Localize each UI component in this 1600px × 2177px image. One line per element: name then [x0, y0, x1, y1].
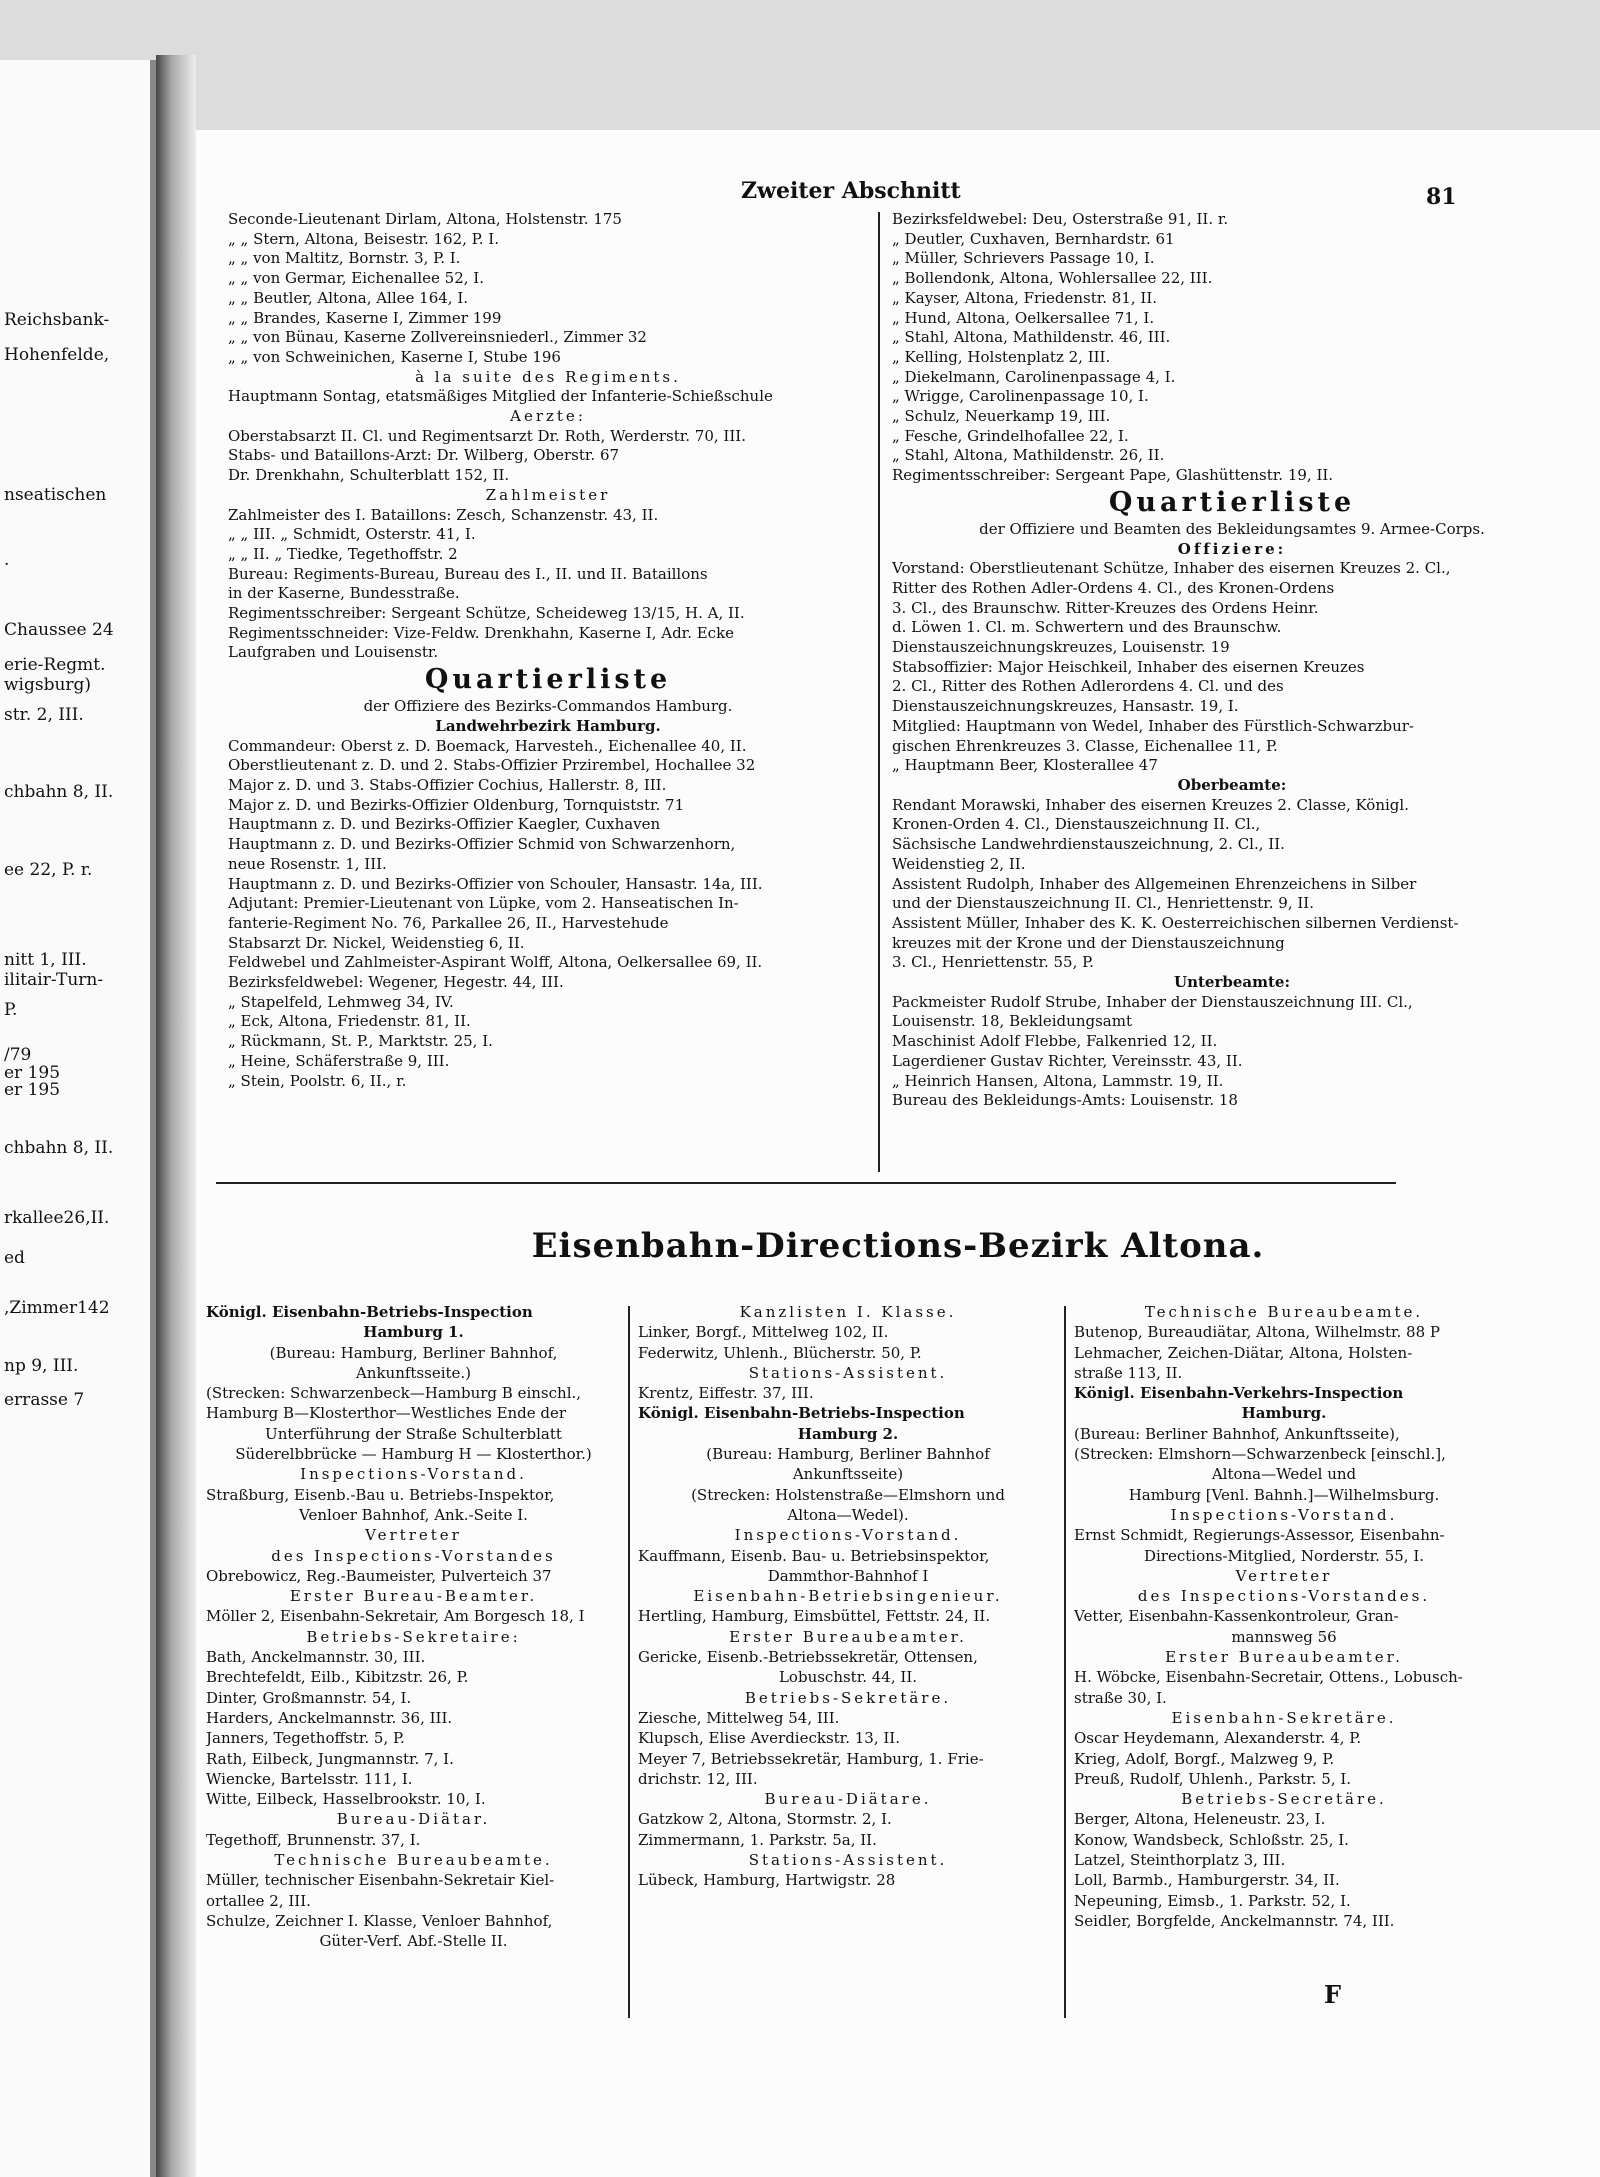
right-column-line: Dienstauszeichnungskreuzes, Hansastr. 19, I.	[892, 697, 1239, 716]
col-c-line: straße 113, II.	[1074, 1363, 1183, 1382]
col-a-line: Straßburg, Eisenb.-Bau u. Betriebs-Inspektor,	[206, 1485, 555, 1504]
left-column-line: Landwehrbezirk Hamburg.	[435, 716, 661, 735]
col-c-line: Berger, Altona, Heleneustr. 23, I.	[1074, 1810, 1326, 1829]
col-b-line: Stations-Assistent.	[748, 1851, 948, 1870]
right-column-line: Bureau des Bekleidungs-Amts: Louisenstr. 18	[892, 1091, 1238, 1110]
right-column-line: Packmeister Rudolf Strube, Inhaber der Dienstauszeichnung III. Cl.,	[892, 992, 1413, 1011]
col-b-line: Lobuschstr. 44, II.	[778, 1668, 918, 1687]
col-a-line: Güter-Verf. Abf.-Stelle II.	[319, 1932, 508, 1951]
col-c-line: Technische Bureaubeamte.	[1144, 1303, 1424, 1321]
right-column-line: Quartierliste	[1108, 486, 1356, 518]
right-column-line: Assistent Rudolph, Inhaber des Allgemeinen Ehrenzeichens in Silber	[892, 874, 1417, 893]
col-c-line: Konow, Wandsbeck, Schloßstr. 25, I.	[1074, 1830, 1349, 1849]
prev-page-fragment: .	[4, 550, 10, 570]
left-column-line: Adjutant: Premier-Lieutenant von Lüpke, vom 2. Hanseatischen In-	[228, 894, 739, 913]
col-a-line: Hamburg 1.	[363, 1323, 464, 1342]
section-rule	[216, 1182, 1396, 1184]
column-divider-b	[1064, 1306, 1066, 2018]
col-a-line: Venloer Bahnhof, Ank.-Seite I.	[299, 1505, 528, 1524]
col-a-line: Müller, technischer Eisenbahn-Sekretair Kiel-	[206, 1871, 555, 1890]
col-c-line: Inspections-Vorstand.	[1170, 1505, 1398, 1524]
left-column-line: „ „ Stern, Altona, Beisestr. 162, P. I.	[228, 229, 499, 248]
col-a-line: Rath, Eilbeck, Jungmannstr. 7, I.	[206, 1749, 454, 1768]
prev-page-fragment: errasse 7	[4, 1390, 85, 1410]
col-b-line: Altona—Wedel).	[787, 1505, 909, 1524]
col-c-line: Latzel, Steinthorplatz 3, III.	[1074, 1851, 1286, 1870]
col-c-line: Seidler, Borgfelde, Anckelmannstr. 74, III.	[1074, 1911, 1395, 1930]
col-a-line: Obrebowicz, Reg.-Baumeister, Pulverteich 37	[206, 1566, 552, 1585]
col-b-line: Kanzlisten I. Klasse.	[739, 1303, 957, 1321]
right-column-line: Oberbeamte:	[1177, 775, 1287, 794]
col-c-line: Oscar Heydemann, Alexanderstr. 4, P.	[1074, 1729, 1362, 1748]
col-a-line: Harders, Anckelmannstr. 36, III.	[206, 1708, 453, 1727]
right-column-line: „ Müller, Schrievers Passage 10, I.	[892, 249, 1155, 268]
left-column-line: Seconde-Lieutenant Dirlam, Altona, Holstenstr. 175	[228, 210, 622, 228]
right-column-line: Assistent Müller, Inhaber des K. K. Oesterreichischen silbernen Verdienst-	[892, 913, 1459, 932]
col-c-line: (Bureau: Berliner Bahnhof, Ankunftsseite),	[1074, 1424, 1400, 1443]
prev-page-fragment: Reichsbank-	[4, 310, 110, 330]
right-column-line: Ritter des Rothen Adler-Ordens 4. Cl., des Kronen-Ordens	[892, 578, 1335, 597]
col-c-line: Ernst Schmidt, Regierungs-Assessor, Eisenbahn-	[1074, 1526, 1445, 1545]
col-c-line: Vetter, Eisenbahn-Kassenkontroleur, Gran-	[1074, 1607, 1399, 1626]
right-column-line: „ Bollendonk, Altona, Wohlersallee 22, III.	[892, 269, 1213, 288]
col-b-line: Inspections-Vorstand.	[734, 1526, 962, 1545]
col-c-line: Preuß, Rudolf, Uhlenh., Parkstr. 5, I.	[1074, 1769, 1352, 1788]
left-column-line: Hauptmann z. D. und Bezirks-Offizier von Schouler, Hansastr. 14a, III.	[228, 874, 763, 893]
section-title: Zweiter Abschnitt	[741, 178, 961, 204]
right-column-line: „ Diekelmann, Carolinenpassage 4, I.	[892, 367, 1176, 386]
col-a-line: (Bureau: Hamburg, Berliner Bahnhof,	[269, 1343, 558, 1362]
left-column-line: „ Heine, Schäferstraße 9, III.	[228, 1051, 450, 1070]
col-a-line: Wiencke, Bartelsstr. 111, I.	[206, 1769, 413, 1788]
signature-mark: F	[1324, 1980, 1342, 2009]
prev-page-fragment: ilitair-Turn-	[4, 970, 104, 990]
left-column-line: in der Kaserne, Bundesstraße.	[228, 584, 460, 603]
left-column-line: Regimentsschreiber: Sergeant Schütze, Scheideweg 13/15, H. A, II.	[228, 604, 745, 623]
right-column-line: und der Dienstauszeichnung II. Cl., Henriettenstr. 9, II.	[892, 894, 1314, 913]
right-column-line: Dienstauszeichnungskreuzes, Louisenstr. 19	[892, 638, 1230, 657]
left-column-line: Feldwebel und Zahlmeister-Aspirant Wolff, Altona, Oelkersallee 69, II.	[228, 953, 763, 972]
column-divider-a	[628, 1306, 630, 2018]
page-number: 81	[1426, 184, 1457, 210]
left-column-line: „ Stapelfeld, Lehmweg 34, IV.	[228, 992, 454, 1011]
prev-page-fragment: np 9, III.	[4, 1356, 79, 1376]
left-column-line: Stabsarzt Dr. Nickel, Weidenstieg 6, II.	[228, 933, 525, 952]
col-a-line: Ankunftsseite.)	[355, 1363, 472, 1382]
col-b-line: Ziesche, Mittelweg 54, III.	[638, 1708, 840, 1727]
left-column-line: Stabs- und Bataillons-Arzt: Dr. Wilberg, Oberstr. 67	[228, 446, 620, 465]
previous-page-edge	[0, 60, 156, 2177]
col-c-line: Betriebs-Secretäre.	[1181, 1790, 1387, 1809]
prev-page-fragment: ee 22, P. r.	[4, 860, 93, 880]
right-column-line: Rendant Morawski, Inhaber des eisernen Kreuzes 2. Classe, Königl.	[892, 795, 1409, 814]
prev-page-fragment: ,Zimmer142	[4, 1298, 110, 1318]
right-column-line: der Offiziere und Beamten des Bekleidungsamtes 9. Armee-Corps.	[979, 519, 1485, 538]
col-b-line: (Strecken: Holstenstraße—Elmshorn und	[691, 1485, 1005, 1504]
left-column-line: „ Stein, Poolstr. 6, II., r.	[228, 1071, 407, 1090]
col-b-line: drichstr. 12, III.	[638, 1769, 758, 1788]
col-a-line: ortallee 2, III.	[206, 1891, 311, 1910]
right-column-line: „ Schulz, Neuerkamp 19, III.	[892, 407, 1111, 426]
prev-page-fragment: erie-Regmt.	[4, 655, 106, 675]
column-c	[1074, 1302, 1494, 1931]
right-column-line: Unterbeamte:	[1174, 973, 1290, 992]
prev-page-fragment: nitt 1, III.	[4, 950, 87, 970]
col-a-line: Bureau-Diätar.	[336, 1810, 491, 1829]
prev-page-fragment: Hohenfelde,	[4, 345, 110, 365]
left-column-line: Oberstabsarzt II. Cl. und Regimentsarzt Dr. Roth, Werderstr. 70, III.	[228, 426, 746, 445]
col-b-line: Betriebs-Sekretäre.	[744, 1688, 952, 1707]
left-column-line: „ „ Beutler, Altona, Allee 164, I.	[228, 288, 469, 307]
left-column-line: „ „ von Schweinichen, Kaserne I, Stube 196	[228, 347, 561, 366]
col-c-line: Hamburg [Venl. Bahnh.]—Wilhelmsburg.	[1128, 1485, 1440, 1504]
col-c-line: Loll, Barmb., Hamburgerstr. 34, II.	[1074, 1871, 1340, 1890]
right-column-line: Louisenstr. 18, Bekleidungsamt	[892, 1012, 1132, 1031]
prev-page-fragment: chbahn 8, II.	[4, 1138, 114, 1158]
left-column-line: Hauptmann z. D. und Bezirks-Offizier Schmid von Schwarzenhorn,	[228, 835, 736, 854]
right-column-line: Vorstand: Oberstlieutenant Schütze, Inhaber des eisernen Kreuzes 2. Cl.,	[892, 559, 1451, 578]
col-a-line: Inspections-Vorstand.	[300, 1465, 527, 1484]
prev-page-fragment: rkallee26,II.	[4, 1208, 110, 1228]
col-c-line: straße 30, I.	[1074, 1688, 1167, 1707]
right-column-line: „ Stahl, Altona, Mathildenstr. 26, II.	[892, 446, 1165, 465]
right-column-line: Sächsische Landwehrdienstauszeichnung, 2. Cl., II.	[892, 835, 1285, 854]
left-column-line: „ „ von Maltitz, Bornstr. 3, P. I.	[228, 249, 461, 268]
col-c-line: Hamburg.	[1241, 1404, 1327, 1423]
col-a-line: des Inspections-Vorstandes	[271, 1546, 556, 1565]
right-column-line: „ Stahl, Altona, Mathildenstr. 46, III.	[892, 328, 1171, 347]
left-column-line: Bureau: Regiments-Bureau, Bureau des I., II. und II. Bataillons	[228, 564, 708, 583]
right-column-line: 3. Cl., des Braunschw. Ritter-Kreuzes des Ordens Heinr.	[892, 598, 1319, 617]
col-c-line: Eisenbahn-Sekretäre.	[1171, 1708, 1397, 1727]
col-a-line: Möller 2, Eisenbahn-Sekretair, Am Borgesch 18, I	[206, 1607, 585, 1626]
running-header	[196, 178, 1600, 208]
left-column-line: Bezirksfeldwebel: Wegener, Hegestr. 44, III.	[228, 973, 564, 992]
left-column-line: Hauptmann z. D. und Bezirks-Offizier Kaegler, Cuxhaven	[228, 815, 661, 834]
col-c-line: des Inspections-Vorstandes.	[1137, 1587, 1431, 1606]
right-column-line: „ Heinrich Hansen, Altona, Lammstr. 19, II.	[892, 1071, 1224, 1090]
col-a-line: Königl. Eisenbahn-Betriebs-Inspection	[206, 1303, 533, 1321]
col-c-line: Vertreter	[1235, 1566, 1333, 1585]
book-gutter	[156, 55, 196, 2177]
right-column-line: 3. Cl., Henriettenstr. 55, P.	[892, 953, 1094, 972]
left-column-line: Major z. D. und 3. Stabs-Offizier Cochius, Hallerstr. 8, III.	[228, 775, 667, 794]
left-column-line: Dr. Drenkhahn, Schulterblatt 152, II.	[228, 466, 510, 485]
col-b-line: Ankunftsseite)	[792, 1465, 904, 1484]
left-column-line: „ „ Brandes, Kaserne I, Zimmer 199	[228, 308, 502, 327]
prev-page-fragment: nseatischen	[4, 485, 107, 505]
col-c-line: Königl. Eisenbahn-Verkehrs-Inspection	[1074, 1384, 1404, 1403]
right-column-line: Maschinist Adolf Flebbe, Falkenried 12, II.	[892, 1032, 1218, 1051]
right-column-line: „ Kelling, Holstenplatz 2, III.	[892, 347, 1111, 366]
col-a-line: Dinter, Großmannstr. 54, I.	[206, 1688, 412, 1707]
col-b-line: Meyer 7, Betriebssekretär, Hamburg, 1. Frie-	[638, 1749, 984, 1768]
col-b-line: Eisenbahn-Betriebsingenieur.	[693, 1587, 1003, 1606]
right-column-line: d. Löwen 1. Cl. m. Schwertern und des Braunschw.	[892, 618, 1282, 637]
col-b-line: Bureau-Diätare.	[764, 1790, 932, 1809]
col-a-line: Betriebs-Sekretaire:	[306, 1627, 521, 1646]
prev-page-fragment: /79	[4, 1045, 32, 1065]
left-column-line: „ „ III. „ Schmidt, Osterstr. 41, I.	[228, 525, 476, 544]
col-a-line: Erster Bureau-Beamter.	[289, 1587, 538, 1606]
col-b-line: Stations-Assistent.	[748, 1363, 948, 1382]
left-column-line: „ „ von Germar, Eichenallee 52, I.	[228, 269, 484, 288]
col-b-line: Lübeck, Hamburg, Hartwigstr. 28	[638, 1871, 896, 1890]
left-column-line: Aerzte:	[510, 407, 586, 426]
col-a-line: Tegethoff, Brunnenstr. 37, I.	[206, 1830, 421, 1849]
prev-page-fragment: wigsburg)	[4, 675, 92, 695]
left-column-line: fanterie-Regiment No. 76, Parkallee 26, II., Harvestehude	[228, 913, 669, 932]
col-a-line: Hamburg B—Klosterthor—Westliches Ende der	[206, 1404, 567, 1423]
right-column-line: Lagerdiener Gustav Richter, Vereinsstr. 43, II.	[892, 1051, 1243, 1070]
col-b-line: Hamburg 2.	[797, 1424, 899, 1443]
col-a-line: Süderelbbrücke — Hamburg H — Klosterthor.)	[235, 1445, 592, 1464]
left-column-line: Zahlmeister des I. Bataillons: Zesch, Schanzenstr. 43, II.	[228, 505, 659, 524]
right-column-line: Stabsoffizier: Major Heischkeil, Inhaber des eisernen Kreuzes	[892, 657, 1365, 676]
left-column-line: der Offiziere des Bezirks-Commandos Hamburg.	[363, 697, 733, 716]
prev-page-fragment: er 195	[4, 1063, 61, 1083]
right-column-line: gischen Ehrenkreuzes 3. Classe, Eichenallee 11, P.	[892, 736, 1278, 755]
col-a-line: (Strecken: Schwarzenbeck—Hamburg B einschl.,	[206, 1384, 582, 1403]
left-column-line: Regimentsschneider: Vize-Feldw. Drenkhahn, Kaserne I, Adr. Ecke	[228, 623, 735, 642]
left-column-line: Quartierliste	[424, 664, 672, 696]
col-b-line: Klupsch, Elise Averdieckstr. 13, II.	[638, 1729, 900, 1748]
column-divider	[878, 212, 880, 1172]
left-column-line: „ „ II. „ Tiedke, Tegethoffstr. 2	[228, 544, 458, 563]
col-a-line: Janners, Tegethoffstr. 5, P.	[206, 1729, 405, 1748]
right-column-line: „ Deutler, Cuxhaven, Bernhardstr. 61	[892, 229, 1175, 248]
col-c-line: Nepeuning, Eimsb., 1. Parkstr. 52, I.	[1074, 1891, 1351, 1910]
col-b-line: Hertling, Hamburg, Eimsbüttel, Fettstr. 24, II.	[638, 1607, 991, 1626]
col-c-line: Krieg, Adolf, Borgf., Malzweg 9, P.	[1074, 1749, 1335, 1768]
prev-page-fragment: er 195	[4, 1080, 61, 1100]
col-a-line: Technische Bureaubeamte.	[274, 1851, 553, 1870]
right-column-line: 2. Cl., Ritter des Rothen Adlerordens 4. Cl. und des	[892, 677, 1284, 696]
col-c-line: (Strecken: Elmshorn—Schwarzenbeck [einschl.],	[1074, 1445, 1446, 1464]
left-column-line: „ Eck, Altona, Friedenstr. 81, II.	[228, 1012, 471, 1031]
prev-page-fragment: chbahn 8, II.	[4, 782, 114, 802]
col-b-line: Zimmermann, 1. Parkstr. 5a, II.	[638, 1830, 877, 1849]
right-column-line: „ Fesche, Grindelhofallee 22, I.	[892, 426, 1129, 445]
column-a	[206, 1302, 621, 1952]
left-column-line: neue Rosenstr. 1, III.	[228, 854, 387, 873]
right-column-line: kreuzes mit der Krone und der Dienstauszeichnung	[892, 933, 1285, 952]
left-column	[228, 210, 868, 1091]
prev-page-fragment: P.	[4, 1000, 18, 1020]
col-a-line: Schulze, Zeichner I. Klasse, Venloer Bahnhof,	[206, 1911, 553, 1930]
right-column-line: „ Kayser, Altona, Friedenstr. 81, II.	[892, 288, 1158, 307]
col-b-line: Gericke, Eisenb.-Betriebssekretär, Ottensen,	[638, 1648, 978, 1667]
col-c-line: Altona—Wedel und	[1211, 1465, 1357, 1484]
col-c-line: Directions-Mitglied, Norderstr. 55, I.	[1143, 1546, 1425, 1565]
col-a-line: Bath, Anckelmannstr. 30, III.	[206, 1648, 426, 1667]
left-column-line: Commandeur: Oberst z. D. Boemack, Harvesteh., Eichenallee 40, II.	[228, 736, 747, 755]
col-b-line: Kauffmann, Eisenb. Bau- u. Betriebsinspektor,	[638, 1546, 990, 1565]
left-column-line: „ „ von Bünau, Kaserne Zollvereinsniederl., Zimmer 32	[228, 328, 647, 347]
right-column	[892, 210, 1572, 1111]
col-c-line: Butenop, Bureaudiätar, Altona, Wilhelmstr. 88 P	[1074, 1323, 1440, 1342]
left-column-line: à la suite des Regiments.	[415, 367, 681, 386]
prev-page-fragment: str. 2, III.	[4, 705, 84, 725]
col-b-line: Krentz, Eiffestr. 37, III.	[638, 1384, 814, 1403]
left-column-line: Zahlmeister	[485, 485, 611, 504]
left-column-line: Hauptmann Sontag, etatsmäßiges Mitglied der Infanterie-Schießschule	[228, 387, 773, 406]
col-b-line: Gatzkow 2, Altona, Stormstr. 2, I.	[638, 1810, 892, 1829]
col-b-line: Königl. Eisenbahn-Betriebs-Inspection	[638, 1404, 965, 1423]
left-column-line: Major z. D. und Bezirks-Offizier Oldenburg, Tornquiststr. 71	[228, 795, 685, 814]
column-b	[638, 1302, 1058, 1891]
left-column-line: Laufgraben und Louisenstr.	[228, 643, 439, 662]
document-page	[196, 130, 1600, 2177]
right-column-line: Regimentsschreiber: Sergeant Pape, Glashüttenstr. 19, II.	[892, 466, 1334, 485]
right-column-line: „ Hund, Altona, Oelkersallee 71, I.	[892, 308, 1155, 327]
col-b-line: Linker, Borgf., Mittelweg 102, II.	[638, 1323, 889, 1342]
right-column-line: Bezirksfeldwebel: Deu, Osterstraße 91, II. r.	[892, 210, 1229, 228]
prev-page-fragment: ed	[4, 1248, 25, 1268]
col-b-line: Erster Bureaubeamter.	[729, 1627, 967, 1646]
right-column-line: „ Wrigge, Carolinenpassage 10, I.	[892, 387, 1149, 406]
right-column-line: Kronen-Orden 4. Cl., Dienstauszeichnung II. Cl.,	[892, 815, 1261, 834]
section-heading: Eisenbahn-Directions-Bezirk Altona.	[531, 1226, 1265, 1266]
col-a-line: Brechtefeldt, Eilb., Kibitzstr. 26, P.	[206, 1668, 469, 1687]
col-c-line: Erster Bureaubeamter.	[1165, 1648, 1403, 1667]
col-b-line: Dammthor-Bahnhof I	[767, 1566, 929, 1585]
right-column-line: Weidenstieg 2, II.	[892, 854, 1026, 873]
col-a-line: Witte, Eilbeck, Hasselbrookstr. 10, I.	[206, 1790, 486, 1809]
left-column-line: Oberstlieutenant z. D. und 2. Stabs-Offizier Przirembel, Hochallee 32	[228, 756, 756, 775]
col-b-line: (Bureau: Hamburg, Berliner Bahnhof	[706, 1445, 990, 1464]
col-c-line: Lehmacher, Zeichen-Diätar, Altona, Holsten-	[1074, 1343, 1413, 1362]
left-column-line: „ Rückmann, St. P., Marktstr. 25, I.	[228, 1032, 493, 1051]
right-column-line: Mitglied: Hauptmann von Wedel, Inhaber des Fürstlich-Schwarzbur-	[892, 716, 1415, 735]
col-c-line: mannsweg 56	[1231, 1627, 1337, 1646]
prev-page-fragment: Chaussee 24	[4, 620, 114, 640]
right-column-line: Offiziere:	[1177, 539, 1287, 558]
right-column-line: „ Hauptmann Beer, Klosterallee 47	[892, 756, 1158, 775]
col-a-line: Unterführung der Straße Schulterblatt	[265, 1424, 562, 1443]
col-b-line: Federwitz, Uhlenh., Blücherstr. 50, P.	[638, 1343, 922, 1362]
col-c-line: H. Wöbcke, Eisenbahn-Secretair, Ottens., Lobusch-	[1074, 1668, 1463, 1687]
col-a-line: Vertreter	[365, 1526, 462, 1545]
